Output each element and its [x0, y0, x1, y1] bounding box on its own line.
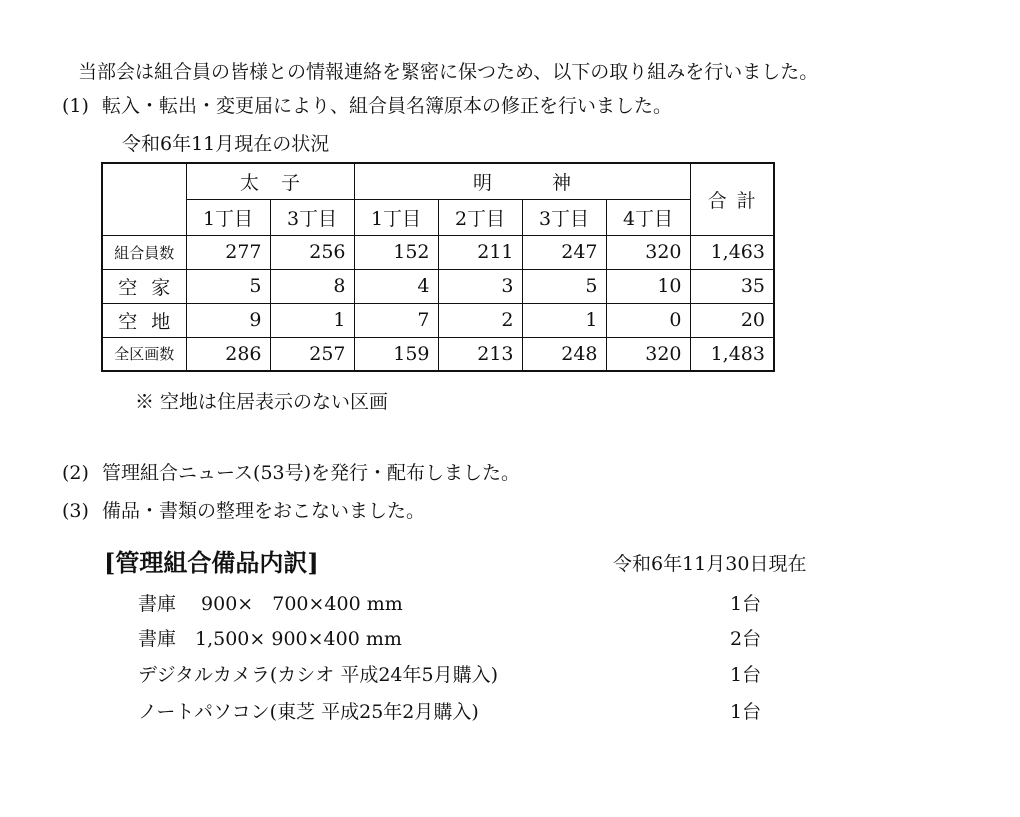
cell: 7	[354, 303, 438, 337]
column-header: 3丁目	[270, 199, 354, 235]
item-1-text: 転入・転出・変更届により、組合員名簿原本の修正を行いました。	[102, 95, 673, 117]
item-2-number: (2)	[62, 462, 89, 484]
table-row	[102, 235, 774, 269]
cell: 8	[270, 269, 354, 303]
inventory-item-name: デジタルカメラ(カシオ 平成24年5月購入)	[138, 664, 498, 686]
cell: 0	[606, 303, 690, 337]
table-as-of: 令和6年11月現在の状況	[122, 133, 330, 155]
cell: 10	[606, 269, 690, 303]
table-column-header-row	[102, 199, 774, 235]
cell: 1	[270, 303, 354, 337]
cell: 247	[522, 235, 606, 269]
item-2	[62, 461, 520, 485]
table-row	[102, 337, 774, 371]
column-header: 4丁目	[606, 199, 690, 235]
cell: 257	[270, 337, 354, 371]
cell: 211	[438, 235, 522, 269]
cell: 320	[606, 235, 690, 269]
total-cell: 1,483	[690, 337, 774, 371]
inventory-date: 令和6年11月30日現在	[613, 553, 807, 575]
total-cell: 1,463	[690, 235, 774, 269]
cell: 152	[354, 235, 438, 269]
inventory-item-qty: 2台	[730, 628, 762, 650]
column-header: 1丁目	[354, 199, 438, 235]
row-label: 空地	[102, 303, 186, 337]
item-3-text: 備品・書類の整理をおこないました。	[102, 500, 426, 522]
item-2-text: 管理組合ニュース(53号)を発行・配布しました。	[102, 462, 521, 484]
cell: 2	[438, 303, 522, 337]
column-header: 3丁目	[522, 199, 606, 235]
row-label: 空家	[102, 269, 186, 303]
total-cell: 35	[690, 269, 774, 303]
group-header-myojin: 明神	[354, 163, 690, 199]
cell: 5	[522, 269, 606, 303]
total-cell: 20	[690, 303, 774, 337]
cell: 248	[522, 337, 606, 371]
cell: 1	[522, 303, 606, 337]
item-1	[62, 94, 672, 118]
cell: 5	[186, 269, 270, 303]
table-row	[102, 303, 774, 337]
inventory-item-qty: 1台	[730, 593, 762, 615]
table-row	[102, 269, 774, 303]
table-note: ※ 空地は住居表示のない区画	[135, 391, 389, 413]
inventory-item-name: 書庫 900× 700×400 mm	[138, 593, 403, 615]
group-header-taishi: 太子	[186, 163, 354, 199]
total-header: 合計	[690, 163, 774, 235]
cell: 3	[438, 269, 522, 303]
inventory-item-qty: 1台	[730, 664, 762, 686]
row-label: 全区画数	[102, 337, 186, 371]
table-group-header-row	[102, 163, 774, 199]
cell: 213	[438, 337, 522, 371]
inventory-item-name: 書庫 1,500× 900×400 mm	[138, 628, 402, 650]
column-header: 2丁目	[438, 199, 522, 235]
item-1-number: (1)	[62, 95, 89, 117]
cell: 159	[354, 337, 438, 371]
cell: 9	[186, 303, 270, 337]
inventory-item-name: ノートパソコン(東芝 平成25年2月購入)	[138, 701, 479, 723]
cell: 286	[186, 337, 270, 371]
status-table	[101, 162, 775, 372]
cell: 320	[606, 337, 690, 371]
inventory-item-qty: 1台	[730, 701, 762, 723]
item-3	[62, 499, 425, 523]
cell: 256	[270, 235, 354, 269]
item-3-number: (3)	[62, 500, 89, 522]
table-corner-cell	[102, 163, 186, 235]
row-label: 組合員数	[102, 235, 186, 269]
column-header: 1丁目	[186, 199, 270, 235]
cell: 4	[354, 269, 438, 303]
inventory-title: [管理組合備品内訳]	[104, 548, 319, 577]
intro-text: 当部会は組合員の皆様との情報連絡を緊密に保つため、以下の取り組みを行いました。	[78, 61, 819, 83]
cell: 277	[186, 235, 270, 269]
